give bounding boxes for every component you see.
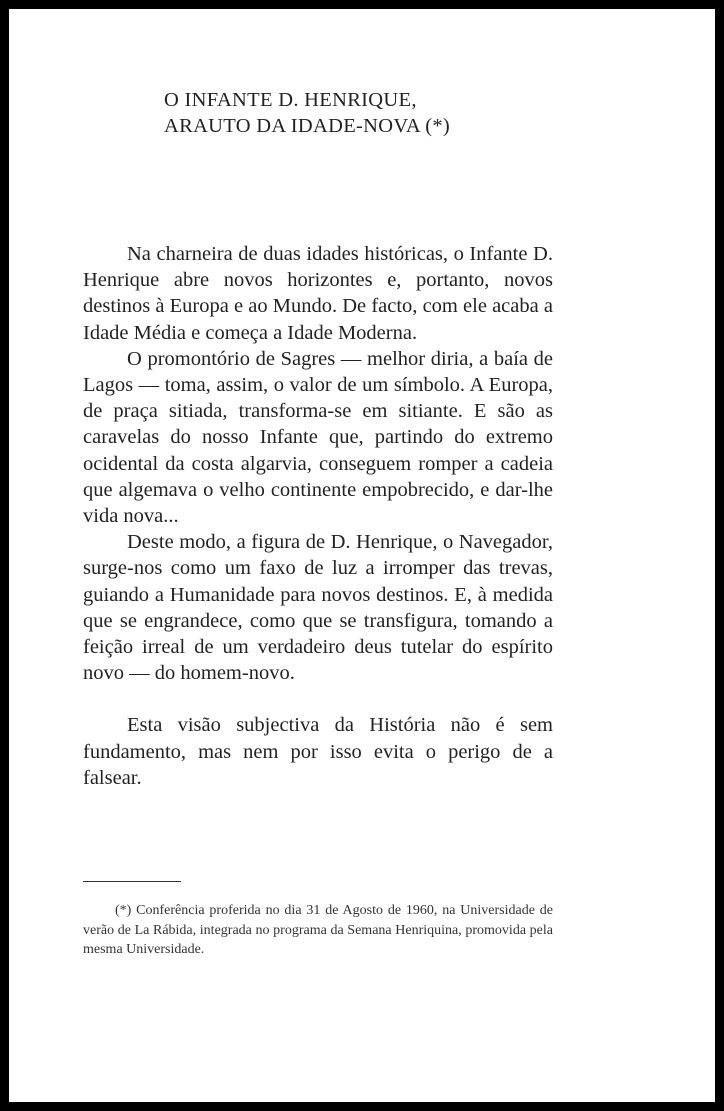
paragraph-4: Esta visão subjectiva da História não é sem fundamento, mas nem por isso evita o perigo de a falsear. [83, 714, 553, 789]
footnote-divider [83, 881, 181, 882]
paragraph-2: O promontório de Sagres — melhor diria, a baía de Lagos — toma, assim, o valor de um símbolo. A Europa, de praça sitiada, transforma-se em sitiante. E são as caravelas do nosso Infante que, partindo do extremo ocidental da costa algarvia, conseguem romper a cadeia que algemava o velho continente empobrecido, e dar-lhe vida nova... [83, 347, 553, 528]
body-text [83, 241, 553, 791]
page-title [164, 87, 450, 139]
paragraph-3: Deste modo, a figura de D. Henrique, o Navegador, surge-nos como um faxo de luz a irromper das trevas, guiando a Humanidade para novos destinos. E, à medida que se engrandece, como que se transfigura, tomando a feição irreal de um verdadeiro deus tutelar do espírito novo — do homem-novo. [83, 531, 553, 685]
paragraph-1: Na charneira de duas idades históricas, o Infante D. Henrique abre novos horizontes e, portanto, novos destinos à Europa e ao Mundo. De facto, com ele acaba a Idade Média e começa a Idade Moderna. [83, 243, 553, 344]
footnote: (*) Conferência proferida no dia 31 de Agosto de 1960, na Universidade de verão de La Rábida, integrada no programa da Semana Henriquina, promovida pela mesma Universidade. [83, 903, 553, 957]
title-line-2: ARAUTO DA IDADE-NOVA (*) [164, 115, 451, 137]
document-page [9, 9, 715, 1102]
title-line-1: O INFANTE D. HENRIQUE, [164, 89, 417, 111]
